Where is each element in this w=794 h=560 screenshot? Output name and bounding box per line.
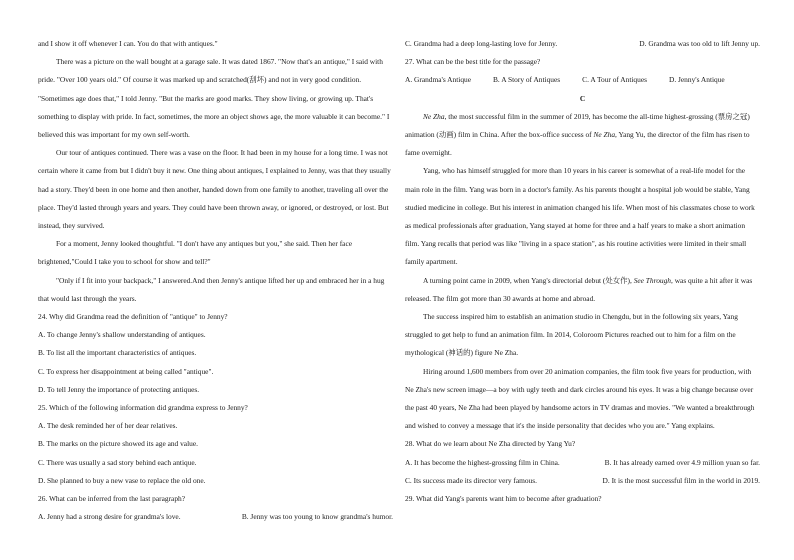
question-28-option-a: A. It has become the highest-grossing film in China.	[405, 457, 560, 467]
question-27-options-row	[405, 71, 760, 89]
section-label: C	[579, 93, 586, 103]
passage-paragraph: and I show it off whenever I can. You do that with antiques."	[38, 39, 218, 48]
film-title: Ne Zha	[593, 130, 616, 140]
passage-paragraph: The success inspired him to establish an animation studio in Chengdu, but in the following six years, Yang struggled to get help to fund an animation film. In 2014, Coloroom Pictures reached out to him for a film on the mythological (神话的) figure Ne Zha.	[405, 312, 738, 358]
question-24-option-d: D. To tell Jenny the importance of protecting antiques.	[38, 384, 200, 394]
passage-paragraph	[405, 108, 760, 163]
question-25-option-c: C. There was usually a sad story behind each antique.	[38, 457, 197, 467]
film-title: Ne Zha	[423, 111, 445, 121]
passage-paragraph: Hiring around 1,600 members from over 20 animation companies, the film took five years for production, with Ne Zha's new screen image—a boy with ugly teeth and dark circles around his eyes. It was a big change because over the past 40 years, Ne Zha had been played by handsome actors in TV dramas and movies. "We wanted a breakthrough and wished to convey a message that it's the inside personality that decides who you are." Yang explains.	[405, 366, 755, 431]
passage-paragraph: For a moment, Jenny looked thoughtful. "I don't have any antiques but you," she said. Then her face brightened,"Could I take you to school for show and tell?"	[38, 239, 353, 267]
question-26-stem: 26. What can be inferred from the last paragraph?	[38, 494, 185, 504]
question-24-option-b: B. To list all the important characteristics of antiques.	[38, 348, 197, 358]
left-column	[38, 35, 393, 526]
passage-paragraph: "Only if I fit into your backpack," I answered.And then Jenny's antique lifted her up and embraced her in a hug that would last through the years.	[38, 275, 385, 303]
question-25-stem: 25. Which of the following information did grandma express to Jenny?	[38, 403, 248, 413]
question-24-option-c: C. To express her disappointment at being called "antique".	[38, 366, 214, 376]
question-24-option-a: A. To change Jenny's shallow understanding of antiques.	[38, 330, 206, 340]
question-27-option-b: B. A Story of Antiques	[493, 75, 561, 85]
question-24-stem: 24. Why did Grandma read the definition of "antique" to Jenny?	[38, 312, 228, 322]
question-29-stem: 29. What did Yang's parents want him to become after graduation?	[405, 494, 602, 504]
paragraph-text: , the most successful film in the summer of 2019, has become the all-time highest-grossing (票房之冠) animation (动画) film in China. After the box-office success of	[405, 111, 750, 140]
question-28-options-row-2	[405, 472, 760, 490]
question-26-option-b: B. Jenny was too young to know grandma's humor.	[241, 512, 393, 522]
question-28-option-b: B. It has already earned over 4.9 million yuan so far.	[604, 457, 760, 467]
question-28-option-d: D. It is the most successful film in the world in 2019.	[602, 475, 760, 485]
question-26-options-row	[38, 508, 393, 526]
question-26-options-row-2	[405, 35, 760, 53]
question-26-option-a: A. Jenny had a strong desire for grandma's love.	[38, 512, 181, 522]
question-25-option-b: B. The marks on the picture showed its age and value.	[38, 439, 198, 449]
passage-paragraph: Yang, who has himself struggled for more than 10 years in his career is somewhat of a real-life model for the main role in the film. Yang was born in a doctor's family. As his parents thought a hospital job would be stable, Yang studied medicine in college. But his interest in animation changed his life. When most of his classmates chose to work as medical professionals after graduation, Yang stayed at home for three and a half years to make a short animation film. Yang recalls that period was like "living in a space station", as his routine activities were limited in their small family apartment.	[405, 166, 755, 267]
right-column	[405, 35, 760, 508]
paragraph-text: , Yang Yu, the director of the film has risen to fame overnight.	[405, 130, 750, 158]
question-27-option-d: D. Jenny's Antique	[668, 75, 725, 85]
question-25-option-d: D. She planned to buy a new vase to replace the old one.	[38, 475, 206, 485]
paragraph-text: , was quite a hit after it was released. The film got more than 30 awards at home and abroad.	[405, 275, 753, 303]
passage-paragraph: There was a picture on the wall bought at a garage sale. It was dated 1867. "Now that's an antique," I said with pride. "Over 100 years old." Of course it was marked up and scratched(刮坏) and not in very good condition. "Sometimes age does that," I told Jenny. "But the marks are good marks. They show living, or growing up. That's something to display with pride. In fact, sometimes, the more an object shows age, the more valuable it can become." I believed this was important for my own self-worth.	[38, 57, 390, 140]
paragraph-text: A turning point came in 2009, when Yang's directorial debut (处女作),	[423, 275, 634, 285]
question-27-option-c: C. A Tour of Antiques	[582, 75, 647, 85]
question-26-option-d: D. Grandma was too old to lift Jenny up.	[639, 39, 760, 48]
passage-paragraph	[405, 272, 760, 308]
question-25-option-a: A. The desk reminded her of her dear relatives.	[38, 421, 178, 431]
question-28-stem: 28. What do we learn about Ne Zha directed by Yang Yu?	[405, 439, 576, 449]
film-title: See Through	[633, 275, 671, 285]
question-28-options-row-1	[405, 454, 760, 472]
question-27-stem: 27. What can be the best title for the passage?	[405, 57, 541, 67]
question-27-option-a: A. Grandma's Antique	[405, 75, 471, 85]
passage-paragraph: Our tour of antiques continued. There was a vase on the floor. It had been in my house for a long time. I was not certain where it came from but I didn't buy it new. One thing about antiques, I explained to Jenny, was that they usually had a story. They'd been in one home and then another, handed down from one family to another, traveling all over the place. They'd lasted through years and years. They could have been thrown away, or ignored, or destroyed, or lost. But instead, they survived.	[38, 148, 391, 231]
question-26-option-c: C. Grandma had a deep long-lasting love for Jenny.	[405, 39, 558, 48]
question-28-option-c: C. Its success made its director very famous.	[405, 475, 537, 485]
